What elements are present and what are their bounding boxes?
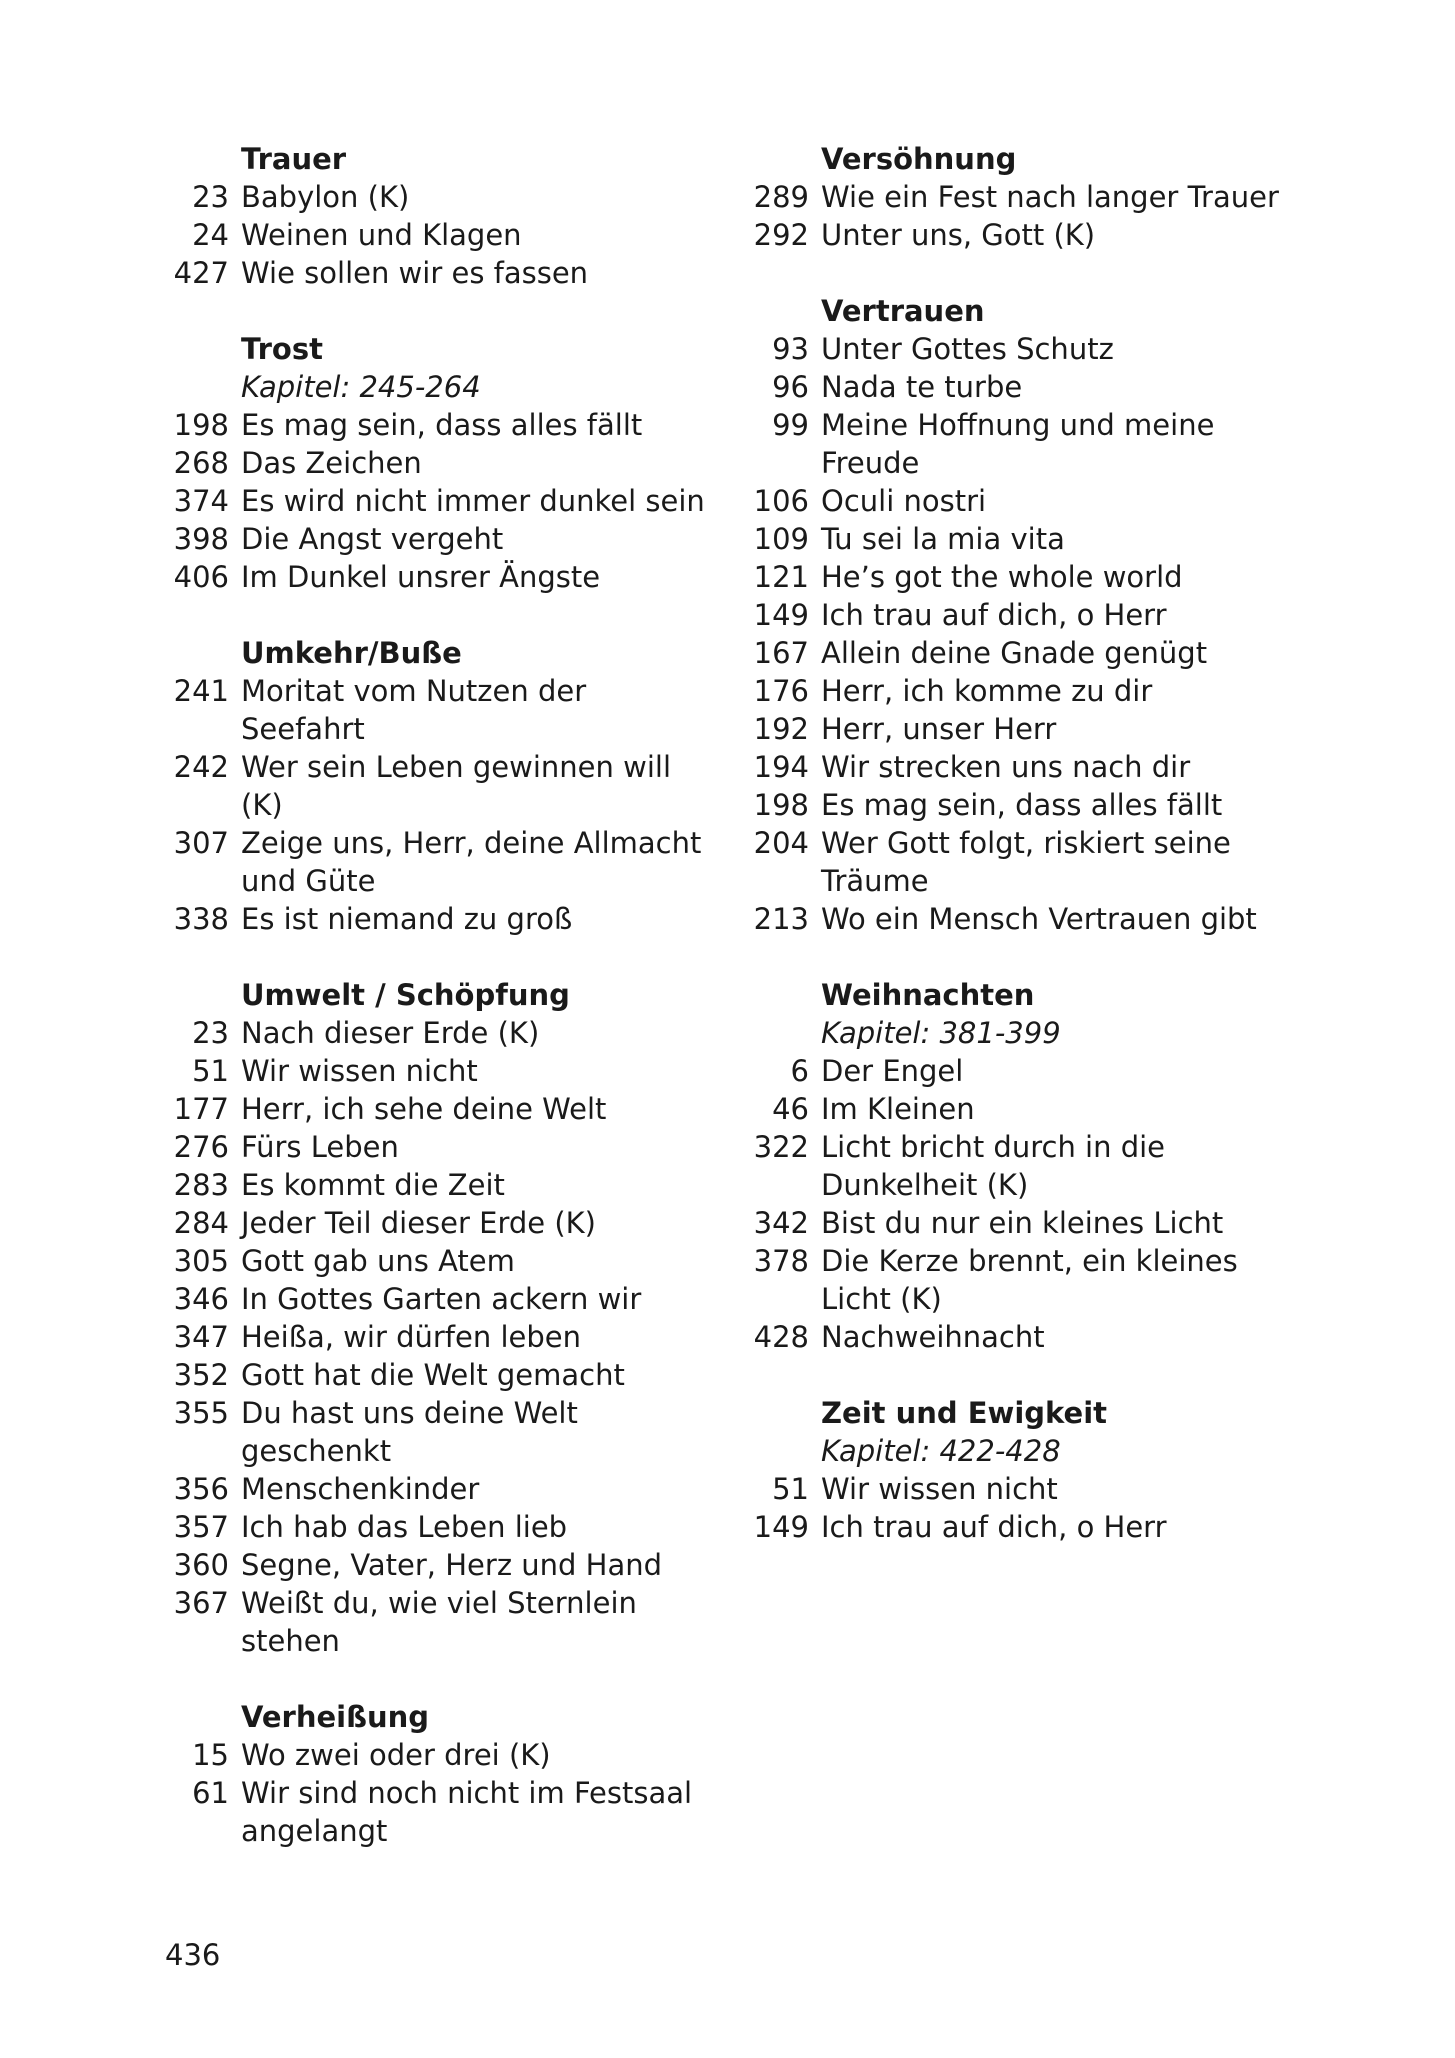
song-title: Oculi nostri bbox=[821, 484, 987, 518]
index-entry bbox=[150, 1242, 710, 1280]
index-entry bbox=[730, 748, 1290, 786]
song-number: 61 bbox=[192, 1776, 229, 1810]
index-entry bbox=[150, 1394, 710, 1470]
index-entry bbox=[730, 1052, 1290, 1090]
song-number: 241 bbox=[173, 674, 229, 708]
song-title: Wie ein Fest nach langer Trauer bbox=[821, 180, 1279, 214]
song-number: 367 bbox=[173, 1586, 229, 1620]
song-number: 342 bbox=[753, 1206, 809, 1240]
song-number: 305 bbox=[173, 1244, 229, 1278]
song-title: Im Dunkel unsrer Ängste bbox=[241, 560, 601, 594]
song-title: Die Angst vergeht bbox=[241, 522, 504, 556]
chapter-reference: Kapitel: 381-399 bbox=[821, 1016, 1061, 1050]
song-number: 346 bbox=[173, 1282, 229, 1316]
song-number: 46 bbox=[772, 1092, 809, 1126]
song-number: 292 bbox=[753, 218, 809, 252]
song-number: 99 bbox=[772, 408, 809, 442]
index-entry bbox=[150, 254, 710, 292]
song-title: Wir sind noch nicht im Festsaal angelangt bbox=[241, 1776, 693, 1848]
song-number: 15 bbox=[192, 1738, 229, 1772]
index-entry bbox=[150, 520, 710, 558]
song-title: Wie sollen wir es fassen bbox=[241, 256, 589, 290]
song-title: Es ist niemand zu groß bbox=[241, 902, 573, 936]
song-title: Wer sein Leben gewinnen will (K) bbox=[241, 750, 672, 822]
song-number: 356 bbox=[173, 1472, 229, 1506]
song-title: Fürs Leben bbox=[241, 1130, 399, 1164]
song-number: 149 bbox=[753, 1510, 809, 1544]
index-entry bbox=[150, 1508, 710, 1546]
song-number: 204 bbox=[753, 826, 809, 860]
song-title: Gott hat die Welt gemacht bbox=[241, 1358, 625, 1392]
song-number: 355 bbox=[173, 1396, 229, 1430]
song-number: 307 bbox=[173, 826, 229, 860]
song-title: Wer Gott folgt, riskiert seine Träume bbox=[821, 826, 1231, 898]
song-title: Babylon (K) bbox=[241, 180, 410, 214]
index-entry bbox=[150, 406, 710, 444]
chapter-reference: Kapitel: 245-264 bbox=[241, 370, 481, 404]
song-number: 406 bbox=[173, 560, 229, 594]
index-entry bbox=[730, 558, 1290, 596]
song-title: In Gottes Garten ackern wir bbox=[241, 1282, 642, 1316]
song-title: Wir wissen nicht bbox=[821, 1472, 1058, 1506]
song-number: 347 bbox=[173, 1320, 229, 1354]
chapter-reference: Kapitel: 422-428 bbox=[821, 1434, 1061, 1468]
song-number: 176 bbox=[753, 674, 809, 708]
song-number: 398 bbox=[173, 522, 229, 556]
section-heading: Verheißung bbox=[241, 1700, 429, 1734]
song-title: Herr, unser Herr bbox=[821, 712, 1057, 746]
song-number: 198 bbox=[173, 408, 229, 442]
section-heading: Trost bbox=[241, 332, 323, 366]
index-entry bbox=[150, 824, 710, 900]
song-title: Unter uns, Gott (K) bbox=[821, 218, 1096, 252]
song-title: Ich hab das Leben lieb bbox=[241, 1510, 568, 1544]
song-title: Tu sei la mia vita bbox=[821, 522, 1065, 556]
song-number: 149 bbox=[753, 598, 809, 632]
section-heading: Umwelt / Schöpfung bbox=[241, 978, 570, 1012]
right-column bbox=[730, 140, 1290, 1584]
song-number: 283 bbox=[173, 1168, 229, 1202]
index-entry bbox=[730, 1242, 1290, 1318]
song-title: Weißt du, wie viel Sternlein stehen bbox=[241, 1586, 637, 1658]
song-number: 177 bbox=[173, 1092, 229, 1126]
song-number: 109 bbox=[753, 522, 809, 556]
song-title: Gott gab uns Atem bbox=[241, 1244, 515, 1278]
index-entry bbox=[730, 1090, 1290, 1128]
index-entry bbox=[150, 1052, 710, 1090]
index-entry bbox=[150, 216, 710, 254]
song-title: Segne, Vater, Herz und Hand bbox=[241, 1548, 663, 1582]
song-number: 24 bbox=[192, 218, 229, 252]
index-entry bbox=[150, 1166, 710, 1204]
index-entry bbox=[150, 1774, 710, 1850]
song-title: Es mag sein, dass alles fällt bbox=[821, 788, 1223, 822]
song-title: Das Zeichen bbox=[241, 446, 422, 480]
song-number: 167 bbox=[753, 636, 809, 670]
index-section bbox=[150, 330, 710, 596]
song-title: Es wird nicht immer dunkel sein bbox=[241, 484, 705, 518]
song-title: Meine Hoffnung und meine Freude bbox=[821, 408, 1215, 480]
index-section bbox=[150, 1698, 710, 1850]
index-entry bbox=[730, 596, 1290, 634]
section-heading: Weihnachten bbox=[821, 978, 1035, 1012]
index-section bbox=[730, 1394, 1290, 1546]
index-section bbox=[150, 976, 710, 1660]
song-title: Weinen und Klagen bbox=[241, 218, 522, 252]
section-heading: Umkehr/Buße bbox=[241, 636, 462, 670]
index-section bbox=[150, 634, 710, 938]
song-number: 6 bbox=[790, 1054, 809, 1088]
index-section bbox=[730, 140, 1290, 254]
song-number: 428 bbox=[753, 1320, 809, 1354]
index-entry bbox=[730, 178, 1290, 216]
song-number: 374 bbox=[173, 484, 229, 518]
song-title: Herr, ich komme zu dir bbox=[821, 674, 1153, 708]
page-number: 436 bbox=[165, 1938, 221, 1972]
index-entry bbox=[730, 520, 1290, 558]
left-column bbox=[150, 140, 710, 1888]
index-entry bbox=[150, 1204, 710, 1242]
song-title: Jeder Teil dieser Erde (K) bbox=[241, 1206, 596, 1240]
song-number: 93 bbox=[772, 332, 809, 366]
song-number: 106 bbox=[753, 484, 809, 518]
song-title: Nachweihnacht bbox=[821, 1320, 1045, 1354]
index-entry bbox=[150, 1090, 710, 1128]
index-entry bbox=[150, 1546, 710, 1584]
song-title: Bist du nur ein kleines Licht bbox=[821, 1206, 1224, 1240]
index-entry bbox=[150, 1736, 710, 1774]
index-entry bbox=[150, 1014, 710, 1052]
song-number: 322 bbox=[753, 1130, 809, 1164]
song-number: 357 bbox=[173, 1510, 229, 1544]
index-entry bbox=[730, 330, 1290, 368]
index-entry bbox=[150, 444, 710, 482]
index-entry bbox=[150, 1128, 710, 1166]
index-entry bbox=[150, 1356, 710, 1394]
section-heading: Trauer bbox=[241, 142, 347, 176]
song-title: Zeige uns, Herr, deine Allmacht und Güte bbox=[241, 826, 702, 898]
index-section bbox=[150, 140, 710, 292]
index-entry bbox=[730, 710, 1290, 748]
song-title: Heißa, wir dürfen leben bbox=[241, 1320, 581, 1354]
song-title: Ich trau auf dich, o Herr bbox=[821, 1510, 1167, 1544]
song-title: Moritat vom Nutzen der Seefahrt bbox=[241, 674, 587, 746]
song-title: Wo ein Mensch Vertrauen gibt bbox=[821, 902, 1257, 936]
song-number: 268 bbox=[173, 446, 229, 480]
song-title: Es mag sein, dass alles fällt bbox=[241, 408, 643, 442]
index-entry bbox=[150, 672, 710, 748]
section-heading: Vertrauen bbox=[821, 294, 985, 328]
index-entry bbox=[150, 178, 710, 216]
song-number: 276 bbox=[173, 1130, 229, 1164]
index-entry bbox=[150, 1318, 710, 1356]
section-heading: Versöhnung bbox=[821, 142, 1017, 176]
song-number: 198 bbox=[753, 788, 809, 822]
song-title: Im Kleinen bbox=[821, 1092, 975, 1126]
index-entry bbox=[730, 1204, 1290, 1242]
song-title: Licht bricht durch in die Dunkelheit (K) bbox=[821, 1130, 1166, 1202]
index-entry bbox=[150, 1280, 710, 1318]
index-entry bbox=[150, 558, 710, 596]
song-number: 96 bbox=[772, 370, 809, 404]
song-title: Der Engel bbox=[821, 1054, 964, 1088]
index-entry bbox=[150, 1584, 710, 1660]
index-entry bbox=[730, 1128, 1290, 1204]
song-title: Wir wissen nicht bbox=[241, 1054, 478, 1088]
index-entry bbox=[730, 406, 1290, 482]
index-entry bbox=[730, 482, 1290, 520]
index-section bbox=[730, 976, 1290, 1356]
song-title: Unter Gottes Schutz bbox=[821, 332, 1114, 366]
index-entry bbox=[150, 900, 710, 938]
song-title: Du hast uns deine Welt geschenkt bbox=[241, 1396, 578, 1468]
section-heading: Zeit und Ewigkeit bbox=[821, 1396, 1108, 1430]
song-number: 242 bbox=[173, 750, 229, 784]
song-number: 51 bbox=[772, 1472, 809, 1506]
song-title: Wo zwei oder drei (K) bbox=[241, 1738, 551, 1772]
song-number: 289 bbox=[753, 180, 809, 214]
index-entry bbox=[730, 1318, 1290, 1356]
index-entry bbox=[730, 900, 1290, 938]
song-title: Menschenkinder bbox=[241, 1472, 480, 1506]
song-number: 352 bbox=[173, 1358, 229, 1392]
song-title: Allein deine Gnade genügt bbox=[821, 636, 1208, 670]
index-entry bbox=[150, 1470, 710, 1508]
song-number: 51 bbox=[192, 1054, 229, 1088]
index-entry bbox=[150, 482, 710, 520]
index-entry bbox=[730, 1508, 1290, 1546]
song-title: Es kommt die Zeit bbox=[241, 1168, 505, 1202]
song-number: 121 bbox=[753, 560, 809, 594]
song-number: 427 bbox=[173, 256, 229, 290]
song-title: Nach dieser Erde (K) bbox=[241, 1016, 540, 1050]
index-entry bbox=[730, 216, 1290, 254]
song-title: Die Kerze brennt, ein kleines Licht (K) bbox=[821, 1244, 1238, 1316]
song-number: 213 bbox=[753, 902, 809, 936]
index-entry bbox=[730, 368, 1290, 406]
song-number: 23 bbox=[192, 180, 229, 214]
song-number: 194 bbox=[753, 750, 809, 784]
index-entry bbox=[150, 748, 710, 824]
song-title: He’s got the whole world bbox=[821, 560, 1183, 594]
song-number: 192 bbox=[753, 712, 809, 746]
song-title: Wir strecken uns nach dir bbox=[821, 750, 1191, 784]
song-title: Herr, ich sehe deine Welt bbox=[241, 1092, 607, 1126]
song-number: 284 bbox=[173, 1206, 229, 1240]
index-entry bbox=[730, 634, 1290, 672]
index-entry bbox=[730, 824, 1290, 900]
song-title: Nada te turbe bbox=[821, 370, 1023, 404]
song-number: 23 bbox=[192, 1016, 229, 1050]
song-number: 338 bbox=[173, 902, 229, 936]
index-entry bbox=[730, 786, 1290, 824]
index-entry bbox=[730, 672, 1290, 710]
song-title: Ich trau auf dich, o Herr bbox=[821, 598, 1167, 632]
index-section bbox=[730, 292, 1290, 938]
song-number: 360 bbox=[173, 1548, 229, 1582]
song-number: 378 bbox=[753, 1244, 809, 1278]
index-entry bbox=[730, 1470, 1290, 1508]
